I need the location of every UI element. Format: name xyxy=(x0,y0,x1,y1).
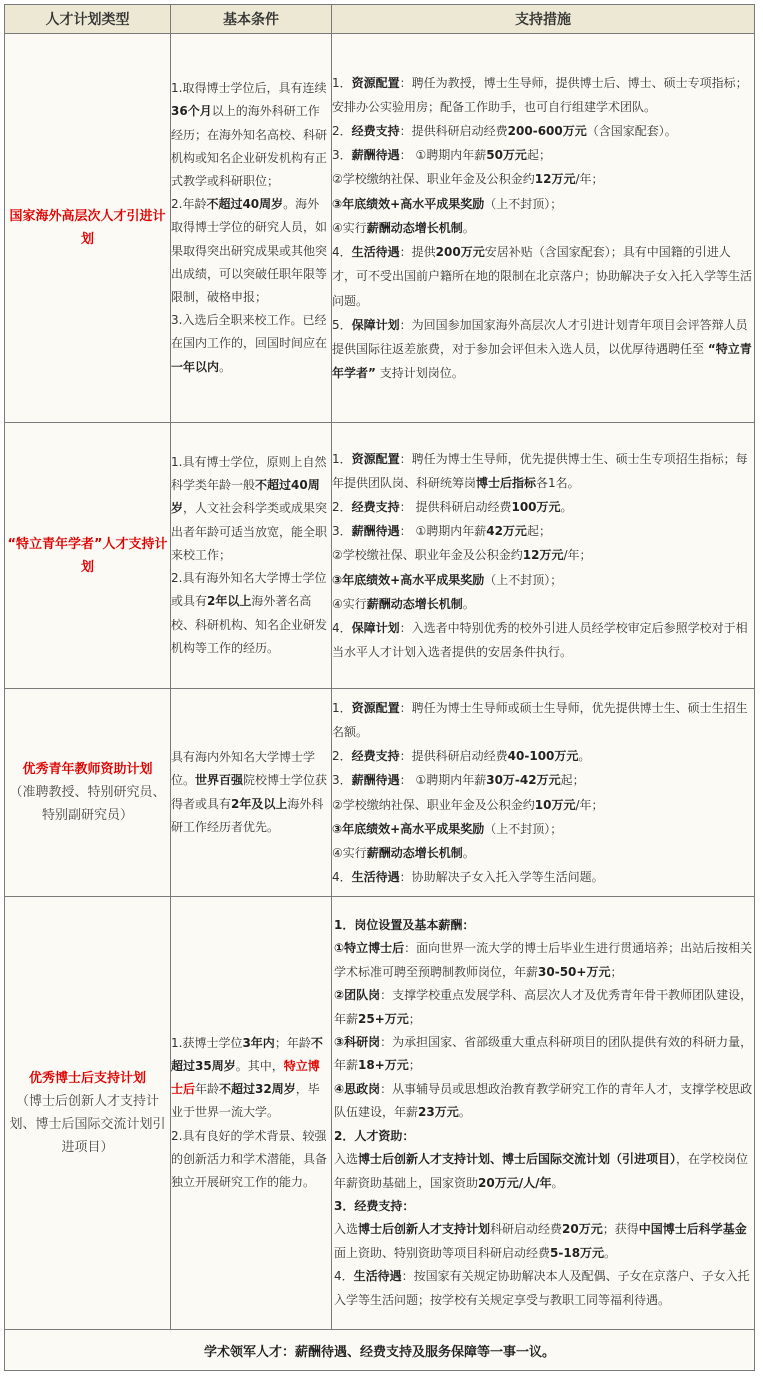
text-segment: 。 xyxy=(462,596,475,611)
table-row xyxy=(5,689,755,897)
emphasis-text: 3．经费支持： xyxy=(334,1198,415,1213)
text-segment: ：按国家有关规定协助解决本人及配偶、子女在京落户、子女入托入学等生活问题；按学校有关规定享受与教职工同等福利待遇。 xyxy=(334,1269,750,1307)
text-segment: ②学校缴纳社保、职业年金及公积金约 xyxy=(332,172,535,187)
condition-item xyxy=(171,193,331,309)
text-segment: 入选 xyxy=(334,1152,359,1167)
footer-row xyxy=(5,1330,755,1371)
text-segment: 面上资助、特别资助等项目科研启动经费 xyxy=(334,1245,551,1260)
emphasis-text: ③科研岗 xyxy=(334,1035,381,1050)
measure-item xyxy=(334,937,754,984)
text-segment: ：提供科研启动经费 xyxy=(399,749,508,764)
text-segment: 2.具有海外知名大学博士学位或具有 xyxy=(171,571,327,609)
measure-item xyxy=(334,1125,754,1148)
measure-item xyxy=(334,984,754,1031)
text-segment: ：支撑学校重点发展学科、高层次人才及优秀青年骨干教师团队建设，年薪 xyxy=(334,988,753,1026)
table-row xyxy=(5,34,755,423)
text-segment: 1． xyxy=(332,75,352,90)
footer-note: 学术领军人才：薪酬待遇、经费支持及服务保障等一事一议。 xyxy=(5,1330,755,1371)
text-segment: ，在学校岗位年薪资助基础上，国家资助 xyxy=(334,1152,749,1190)
text-segment: 4． xyxy=(334,1269,354,1284)
text-segment: 1． xyxy=(332,451,352,466)
text-segment: ：聘任为博士生导师，优先提供博士生、硕士生专项招生指标；每年提供团队岗、科研统筹岗 xyxy=(332,451,748,490)
text-segment: 起； xyxy=(526,524,551,539)
emphasis-text: 薪酬待遇 xyxy=(351,524,400,539)
measure-item xyxy=(334,1218,754,1265)
header-plan-type: 人才计划类型 xyxy=(5,5,171,34)
emphasis-text: 资源配置 xyxy=(351,75,400,90)
measure-item xyxy=(332,143,754,167)
text-segment: /年； xyxy=(563,548,592,563)
conditions-cell xyxy=(171,423,332,689)
text-segment: 以上的海外科研工作经历；在海外知名高校、科研机构或知名企业研发机构有正式教学或科研职位； xyxy=(171,104,328,188)
emphasis-text: 5-18万元 xyxy=(550,1245,605,1260)
text-segment: 入选 xyxy=(334,1222,359,1237)
talent-plan-table xyxy=(4,4,755,1371)
text-segment: 3.入选后全职来校工作。已经在国内工作的，回国时间应在 xyxy=(171,313,328,351)
text-segment: 。 xyxy=(462,845,475,860)
header-row xyxy=(5,5,755,34)
plan-title: 国家海外高层次人才引进计划 xyxy=(9,209,166,247)
conditions-cell xyxy=(171,689,332,897)
condition-item xyxy=(171,746,331,839)
emphasis-text: 保障计划 xyxy=(351,317,400,332)
emphasis-text: 2年以上 xyxy=(207,594,252,609)
text-segment: ：聘任为教授，博士生导师，提供博士后、博士、硕士专项指标；安排办公实验用房；配备工作助手，也可自行组建学术团队。 xyxy=(332,75,748,114)
text-segment: ：面向世界一流大学的博士后毕业生进行贯通培养；出站后按相关学术标准可聘至预聘制教师岗位，年薪 xyxy=(334,941,753,979)
text-segment: 海外著名高校、科研机构、知名企业研发机构等工作的经历。 xyxy=(171,594,328,655)
text-segment: 1.具有博士学位，原则上自然科学类年龄一般 xyxy=(171,455,327,493)
text-segment: 各1名。 xyxy=(536,475,580,490)
plan-type-cell xyxy=(5,423,171,689)
measure-item xyxy=(332,167,754,191)
emphasis-text: 经费支持 xyxy=(351,499,400,514)
emphasis-text: 10万元 xyxy=(534,797,576,812)
emphasis-text: 薪酬待遇 xyxy=(351,148,400,163)
measure-item xyxy=(334,1031,754,1078)
emphasis-text: 1．岗位设置及基本薪酬： xyxy=(334,918,475,933)
text-segment: ： ①聘期内年薪 xyxy=(399,524,487,539)
emphasis-text: ②团队岗 xyxy=(334,988,381,1003)
emphasis-text: 博士后指标 xyxy=(476,475,537,490)
measure-item xyxy=(334,1265,754,1312)
emphasis-text: 博士后创新人才支持计划、博士后国际交流计划（引进项目） xyxy=(358,1152,677,1167)
conditions-cell xyxy=(171,897,332,1330)
text-segment: ；年龄 xyxy=(274,1035,311,1050)
text-segment: 。 xyxy=(462,220,475,235)
measure-item xyxy=(332,519,754,543)
measure-item xyxy=(332,841,754,865)
measure-item xyxy=(332,744,754,768)
measure-item xyxy=(332,119,754,143)
text-segment: 起； xyxy=(526,148,551,163)
measure-item xyxy=(332,865,754,889)
text-segment: 院校博士学位获得者或具有 xyxy=(171,773,328,811)
emphasis-text: 薪酬动态增长机制 xyxy=(366,845,463,860)
table-row xyxy=(5,423,755,689)
emphasis-text: 经费支持 xyxy=(351,749,400,764)
text-segment: 4． xyxy=(332,870,352,885)
text-segment: ； xyxy=(408,1011,421,1026)
text-segment: ： 提供科研启动经费 xyxy=(399,499,512,514)
emphasis-text: 42万元 xyxy=(486,524,527,539)
measure-item xyxy=(332,495,754,519)
text-segment: 2.年龄 xyxy=(171,197,207,212)
emphasis-text: 博士后创新人才支持计划 xyxy=(358,1222,491,1237)
measure-item xyxy=(334,1148,754,1195)
emphasis-text: 30-50+万元 xyxy=(538,964,611,979)
emphasis-text: 生活待遇 xyxy=(351,870,400,885)
emphasis-text: 20万元 xyxy=(562,1222,603,1237)
table-row xyxy=(5,897,755,1330)
emphasis-text: ③年底绩效+高水平成果奖励 xyxy=(332,572,485,587)
measures-cell xyxy=(332,423,755,689)
text-segment: 3． xyxy=(332,773,352,788)
emphasis-text: “特立青年学者” xyxy=(332,341,752,381)
emphasis-text: ③年底绩效+高水平成果奖励 xyxy=(332,821,485,836)
emphasis-text: 生活待遇 xyxy=(353,1269,402,1284)
text-segment: 。 xyxy=(578,749,591,764)
measure-item xyxy=(332,793,754,817)
text-segment: 2． xyxy=(332,124,352,139)
text-segment: ：从事辅导员或思想政治教育教学研究工作的青年人才，支撑学校思政队伍建设，年薪 xyxy=(334,1081,753,1120)
text-segment: 4． xyxy=(332,621,352,635)
text-segment: ，人文社会科学类或成果突出者年龄可适当放宽，能全职来校工作； xyxy=(171,501,328,562)
plan-type-cell xyxy=(5,897,171,1330)
emphasis-text: 保障计划 xyxy=(351,621,400,635)
emphasis-text: 2．人才资助： xyxy=(334,1128,415,1143)
conditions-cell xyxy=(171,34,332,423)
plan-type-cell xyxy=(5,34,171,423)
measures-cell xyxy=(332,897,755,1330)
emphasis-text: 不超过35周岁 xyxy=(171,1035,323,1073)
text-segment: ：提供科研启动经费 xyxy=(399,124,508,139)
emphasis-text: 12万元 xyxy=(522,548,564,563)
measure-item xyxy=(332,216,754,240)
measure-item xyxy=(332,240,754,313)
text-segment: 2.具有良好的学术背景、较强的创新活力和学术潜能，具备独立开展研究工作的能力。 xyxy=(171,1128,328,1189)
emphasis-text: 12万元 xyxy=(534,172,576,187)
text-segment: 科研启动经费 xyxy=(490,1222,563,1237)
plan-subtitle: （准聘教授、特别研究员、特别副研究员） xyxy=(9,785,166,823)
text-segment: 4． xyxy=(332,245,352,260)
text-segment: ： ①聘期内年薪 xyxy=(399,148,487,163)
text-segment: ；获得 xyxy=(602,1222,639,1237)
measure-item xyxy=(332,71,754,119)
text-segment: ：提供 xyxy=(399,245,436,260)
emphasis-text: ④思政岗 xyxy=(334,1081,381,1096)
text-segment: 5． xyxy=(332,317,352,332)
emphasis-text: 200-600万元 xyxy=(507,124,587,139)
text-segment: /年； xyxy=(575,797,604,812)
measure-item xyxy=(332,568,754,592)
measure-item xyxy=(334,1078,754,1125)
text-segment: （含国家配套）。 xyxy=(586,124,677,139)
text-segment: 。 xyxy=(551,1175,564,1190)
emphasis-text: 资源配置 xyxy=(351,700,400,715)
emphasis-text: 资源配置 xyxy=(351,451,400,466)
condition-item xyxy=(171,451,331,567)
text-segment: /年； xyxy=(575,172,604,187)
text-segment: 3． xyxy=(332,148,352,163)
condition-item xyxy=(171,1032,331,1125)
measure-item xyxy=(332,616,754,664)
plan-subtitle: （博士后创新人才支持计划、博士后国际交流计划引进项目） xyxy=(9,1094,166,1155)
header-support-measures: 支持措施 xyxy=(332,5,755,34)
text-segment: 。 xyxy=(560,499,573,514)
text-segment: ④实行 xyxy=(332,845,367,860)
text-segment: ：聘任为博士生导师或硕士生导师，优先提供博士生、硕士生招生名额。 xyxy=(332,700,748,739)
emphasis-text: 不超过40周岁 xyxy=(171,478,320,516)
emphasis-text: 世界百强 xyxy=(195,773,244,788)
emphasis-text: 40-100万元 xyxy=(507,749,579,764)
text-segment: 。 xyxy=(219,359,232,374)
plan-title: 优秀青年教师资助计划 xyxy=(22,762,153,777)
text-segment: ②学校缴纳社保、职业年金及公积金约 xyxy=(332,797,535,812)
text-segment: 。其中， xyxy=(235,1058,284,1073)
condition-item xyxy=(171,77,331,193)
measure-item xyxy=(332,313,754,386)
text-segment: ； xyxy=(610,964,623,979)
text-segment: （上不封顶）； xyxy=(484,572,563,587)
text-segment: ：为回国参加国家海外高层次人才引进计划青年项目会评答辩人员提供国际往返差旅费，对于参加会评但未入选人员，以优厚待遇聘任至 xyxy=(332,317,748,356)
emphasis-text: 2年及以上 xyxy=(231,796,288,811)
emphasis-text: 36个月 xyxy=(171,104,212,119)
measure-item xyxy=(332,768,754,792)
text-segment: 1． xyxy=(332,700,352,715)
text-segment: 。 xyxy=(458,1105,471,1120)
emphasis-text: ③年底绩效+高水平成果奖励 xyxy=(332,196,485,211)
emphasis-text: 薪酬动态增长机制 xyxy=(366,596,463,611)
text-segment: 安居补贴（含国家配套）；具有中国籍的引进人才，可不受出国前户籍所在地的限制在北京落户；协助解决子女入托入学等生活问题。 xyxy=(332,245,753,308)
text-segment: 1.取得博士学位后，具有连续 xyxy=(171,81,327,96)
emphasis-text: 23万元 xyxy=(418,1105,459,1120)
emphasis-text: 不超过40周岁 xyxy=(206,197,284,212)
emphasis-text: 25+万元 xyxy=(358,1011,409,1026)
emphasis-text: 3年内 xyxy=(242,1035,275,1050)
text-segment: 3． xyxy=(332,524,352,539)
emphasis-text: 100万元 xyxy=(511,499,561,514)
emphasis-text: 200万元 xyxy=(435,245,485,260)
measure-item xyxy=(332,192,754,216)
measure-item xyxy=(334,1195,754,1218)
text-segment: ②学校缴社保、职业年金及公积金约 xyxy=(332,548,523,563)
emphasis-text: 经费支持 xyxy=(351,124,400,139)
text-segment: ④实行 xyxy=(332,596,367,611)
plan-title: 优秀博士后支持计划 xyxy=(28,1071,146,1086)
text-segment: ：为承担国家、省部级重大重点科研项目的团队提供有效的科研力量，年薪 xyxy=(334,1035,753,1073)
text-segment: ：入选者中特别优秀的校外引进人员经学校审定后参照学校对于相当水平人才计划入选者提供的安居条件执行。 xyxy=(332,621,748,660)
measures-cell xyxy=(332,689,755,897)
condition-item xyxy=(171,1125,331,1195)
header-basic-conditions: 基本条件 xyxy=(171,5,332,34)
emphasis-text: 30万-42万元 xyxy=(486,773,561,788)
text-segment: 年龄 xyxy=(195,1082,220,1097)
text-segment: 2． xyxy=(332,749,352,764)
measure-item xyxy=(332,447,754,495)
measure-item xyxy=(332,817,754,841)
measure-item xyxy=(334,914,754,937)
emphasis-text: 20万元/人/年 xyxy=(478,1175,552,1190)
measures-cell xyxy=(332,34,755,423)
condition-item xyxy=(171,309,331,379)
text-segment: 具有海内外知名大学博士学位。 xyxy=(171,750,316,788)
text-segment: 起； xyxy=(560,773,585,788)
text-segment: 海外科研工作经历者优先。 xyxy=(171,796,324,834)
emphasis-text: 一年以内 xyxy=(171,359,220,374)
measure-item xyxy=(332,543,754,567)
text-segment: 。海外取得博士学位的研究人员，如果取得突出研究成果或其他突出成绩，可以突破任职年限等限制，破格申报； xyxy=(171,197,328,304)
emphasis-text: 不超过32周岁 xyxy=(219,1082,296,1097)
text-segment: ； xyxy=(408,1058,421,1073)
plan-type-cell xyxy=(5,689,171,897)
emphasis-text: 薪酬动态增长机制 xyxy=(366,220,463,235)
text-segment: ④实行 xyxy=(332,220,367,235)
emphasis-text: ①特立博士后 xyxy=(334,941,405,956)
highlight-text: 特立博士后 xyxy=(171,1058,320,1097)
text-segment: （上不封顶）； xyxy=(484,821,563,836)
measure-item xyxy=(332,592,754,616)
condition-item xyxy=(171,567,331,660)
text-segment: ：协助解决子女入托入学等生活问题。 xyxy=(399,870,604,885)
text-segment: 支持计划岗位。 xyxy=(375,366,464,381)
text-segment: ： ①聘期内年薪 xyxy=(399,773,487,788)
text-segment: 。 xyxy=(604,1245,617,1260)
emphasis-text: 薪酬待遇 xyxy=(351,773,400,788)
emphasis-text: 50万元 xyxy=(486,148,527,163)
emphasis-text: 生活待遇 xyxy=(351,245,400,260)
text-segment: （上不封顶）； xyxy=(484,196,563,211)
emphasis-text: 中国博士后科学基金 xyxy=(638,1222,747,1237)
measure-item xyxy=(332,696,754,744)
text-segment: ，毕业于世界一流大学。 xyxy=(171,1082,320,1120)
text-segment: 2． xyxy=(332,499,352,514)
text-segment: 1.获博士学位 xyxy=(171,1035,243,1050)
emphasis-text: 18+万元 xyxy=(358,1058,409,1073)
plan-title: “特立青年学者”人才支持计划 xyxy=(7,536,168,575)
